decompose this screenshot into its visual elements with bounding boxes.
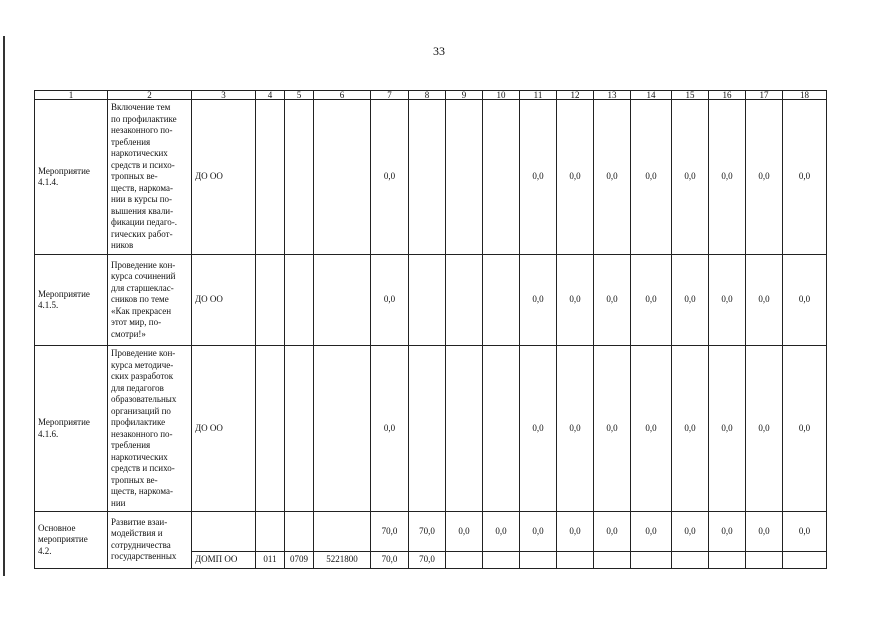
executor-cell: ДО ОО <box>192 100 256 255</box>
value-cell: 0,0 <box>631 512 672 552</box>
executor-cell: ДО ОО <box>192 255 256 346</box>
executor-cell <box>192 512 256 552</box>
table-row <box>35 512 827 552</box>
value-cell <box>483 552 520 569</box>
event-name-cell: Мероприятие 4.1.4. <box>35 100 108 255</box>
value-cell <box>446 255 483 346</box>
value-cell: 0,0 <box>672 512 709 552</box>
value-cell <box>256 512 285 552</box>
value-cell <box>446 552 483 569</box>
table-row <box>35 255 827 346</box>
event-description-cell: Проведение кон- курса сочинений для старшеклас- сников по теме «Как прекрасен этот мир, по- смотри!» <box>108 255 192 346</box>
value-cell: 5221800 <box>314 552 371 569</box>
column-number-cell: 4 <box>256 91 285 100</box>
page-number: 33 <box>433 44 445 58</box>
event-name-cell: Мероприятие 4.1.6. <box>35 346 108 512</box>
value-cell <box>483 100 520 255</box>
value-cell: 0,0 <box>557 255 594 346</box>
value-cell <box>285 512 314 552</box>
value-cell: 0,0 <box>783 512 827 552</box>
column-number-cell: 13 <box>594 91 631 100</box>
value-cell: 0,0 <box>709 346 746 512</box>
value-cell: 0,0 <box>483 512 520 552</box>
value-cell: 0,0 <box>746 255 783 346</box>
left-margin-line <box>3 36 5 576</box>
value-cell: 0,0 <box>594 512 631 552</box>
value-cell: 70,0 <box>371 512 409 552</box>
value-cell: 0,0 <box>371 346 409 512</box>
value-cell: 0,0 <box>520 255 557 346</box>
value-cell <box>314 255 371 346</box>
column-number-cell: 12 <box>557 91 594 100</box>
column-number-row <box>35 91 827 100</box>
column-number-cell: 16 <box>709 91 746 100</box>
value-cell: 0709 <box>285 552 314 569</box>
event-description-cell: Включение тем по профилактике незаконного по- требления наркотических средств и психо- тропных ве- ществ, наркома- нии в курсы по- вышения квали- фикации педаго-. гических работ- ников <box>108 100 192 255</box>
value-cell <box>285 346 314 512</box>
value-cell: 0,0 <box>557 346 594 512</box>
value-cell: 0,0 <box>520 512 557 552</box>
value-cell: 0,0 <box>631 100 672 255</box>
value-cell <box>783 552 827 569</box>
value-cell: 0,0 <box>631 346 672 512</box>
value-cell: 0,0 <box>594 346 631 512</box>
value-cell: 0,0 <box>672 255 709 346</box>
value-cell: 0,0 <box>557 100 594 255</box>
value-cell: 0,0 <box>709 512 746 552</box>
column-number-cell: 17 <box>746 91 783 100</box>
column-number-cell: 5 <box>285 91 314 100</box>
value-cell <box>256 255 285 346</box>
value-cell: 0,0 <box>709 255 746 346</box>
table-row <box>35 100 827 255</box>
value-cell <box>557 552 594 569</box>
value-cell <box>520 552 557 569</box>
value-cell <box>314 512 371 552</box>
event-name-cell: Мероприятие 4.1.5. <box>35 255 108 346</box>
value-cell <box>256 346 285 512</box>
value-cell: 011 <box>256 552 285 569</box>
executor-cell: ДОМП ОО <box>192 552 256 569</box>
column-number-cell: 8 <box>409 91 446 100</box>
column-number-cell: 2 <box>108 91 192 100</box>
main-event-description-cell: Развитие взаи- модействия и сотрудничества государственных <box>108 512 192 569</box>
column-number-cell: 6 <box>314 91 371 100</box>
value-cell <box>446 346 483 512</box>
value-cell: 0,0 <box>594 255 631 346</box>
value-cell: 0,0 <box>709 100 746 255</box>
executor-cell: ДО ОО <box>192 346 256 512</box>
value-cell: 0,0 <box>446 512 483 552</box>
value-cell: 70,0 <box>409 552 446 569</box>
value-cell: 0,0 <box>371 100 409 255</box>
value-cell: 0,0 <box>746 100 783 255</box>
value-cell <box>285 100 314 255</box>
value-cell <box>446 100 483 255</box>
main-event-name-cell: Основное мероприятие 4.2. <box>35 512 108 569</box>
value-cell <box>314 346 371 512</box>
value-cell <box>256 100 285 255</box>
value-cell: 70,0 <box>409 512 446 552</box>
column-number-cell: 11 <box>520 91 557 100</box>
table-row <box>35 346 827 512</box>
value-cell: 0,0 <box>746 346 783 512</box>
value-cell <box>409 100 446 255</box>
column-number-cell: 7 <box>371 91 409 100</box>
value-cell: 0,0 <box>520 100 557 255</box>
value-cell: 0,0 <box>746 512 783 552</box>
value-cell: 0,0 <box>672 100 709 255</box>
value-cell <box>285 255 314 346</box>
value-cell <box>409 255 446 346</box>
event-description-cell: Проведение кон- курса методиче- ских разработок для педагогов образовательных организаций по профилактике незаконного по- требления наркотических средств и психо- тропных ве- ществ, наркома- нии <box>108 346 192 512</box>
value-cell <box>594 552 631 569</box>
budget-table <box>34 90 827 569</box>
value-cell <box>631 552 672 569</box>
value-cell <box>483 255 520 346</box>
value-cell: 0,0 <box>594 100 631 255</box>
value-cell: 0,0 <box>557 512 594 552</box>
value-cell: 0,0 <box>520 346 557 512</box>
column-number-cell: 3 <box>192 91 256 100</box>
value-cell: 0,0 <box>783 100 827 255</box>
value-cell: 0,0 <box>631 255 672 346</box>
value-cell: 70,0 <box>371 552 409 569</box>
value-cell: 0,0 <box>783 255 827 346</box>
column-number-cell: 15 <box>672 91 709 100</box>
value-cell <box>409 346 446 512</box>
column-number-cell: 9 <box>446 91 483 100</box>
value-cell: 0,0 <box>672 346 709 512</box>
value-cell: 0,0 <box>371 255 409 346</box>
value-cell <box>709 552 746 569</box>
column-number-cell: 10 <box>483 91 520 100</box>
column-number-cell: 14 <box>631 91 672 100</box>
value-cell <box>314 100 371 255</box>
column-number-cell: 1 <box>35 91 108 100</box>
value-cell <box>483 346 520 512</box>
column-number-cell: 18 <box>783 91 827 100</box>
value-cell: 0,0 <box>783 346 827 512</box>
value-cell <box>672 552 709 569</box>
value-cell <box>746 552 783 569</box>
